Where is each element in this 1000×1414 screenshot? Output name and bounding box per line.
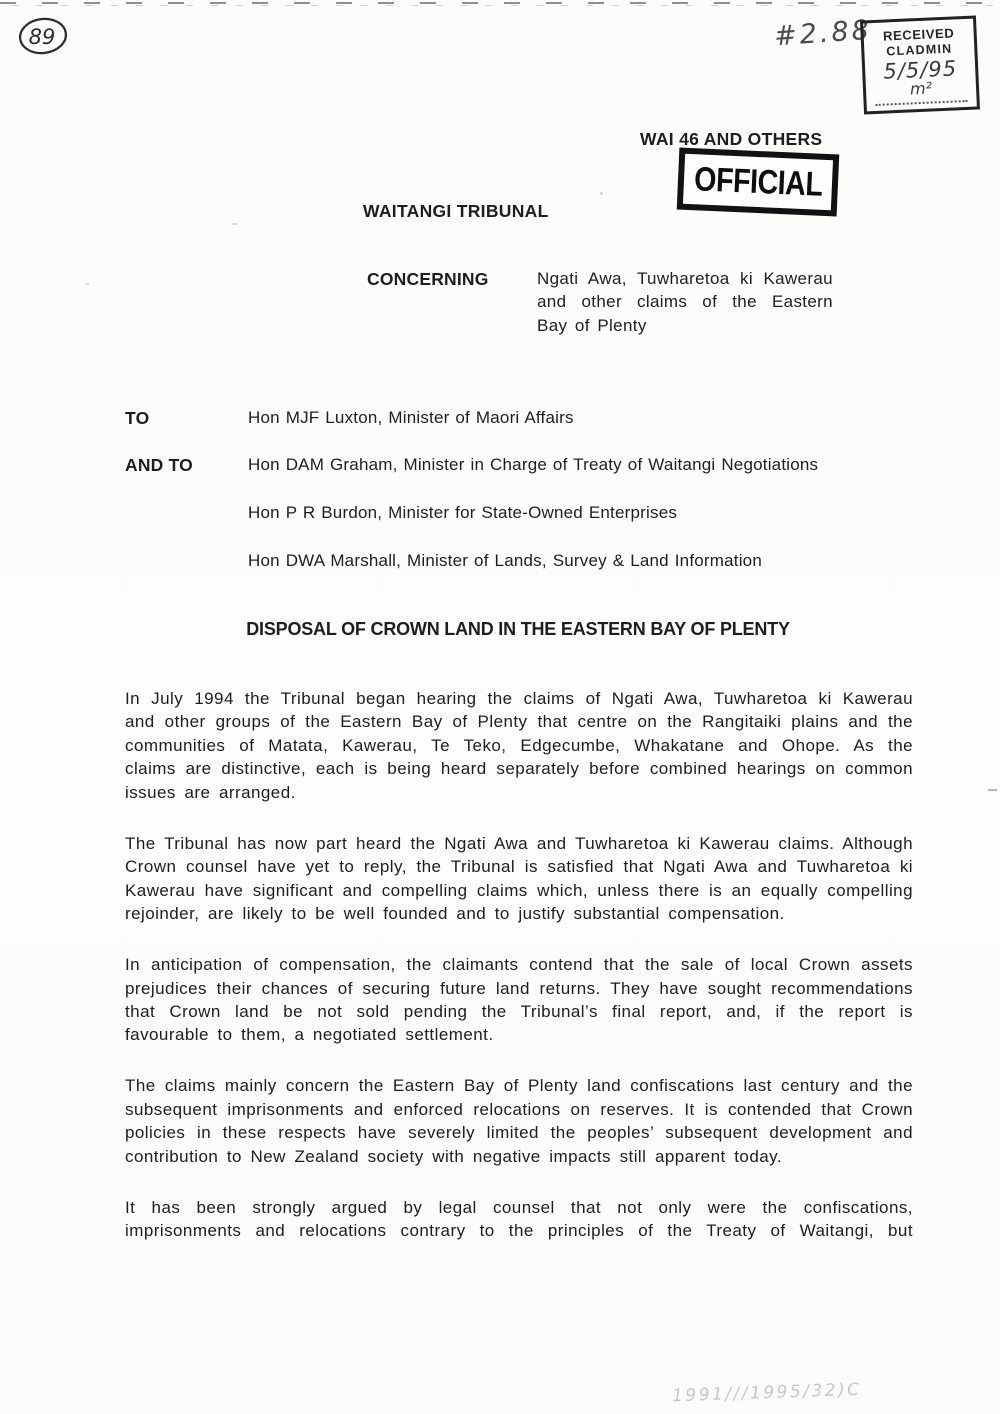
scan-speck — [988, 789, 997, 791]
received-stamp-initials-handwritten: m² — [909, 78, 933, 99]
addressee-name: Hon P R Burdon, Minister for State-Owned Enterprises — [248, 503, 678, 522]
addressee-name: Hon MJF Luxton, Minister of Maori Affairs — [248, 408, 574, 427]
received-stamp-office: CLADMIN — [886, 41, 953, 59]
paragraph: It has been strongly argued by legal counsel that not only were the confiscations, imprisonments and relocations contrary to the principles of the Treaty of Waitangi, but — [125, 1197, 913, 1241]
paragraph: In anticipation of compensation, the claimants contend that the sale of local Crown assets prejudices their chances of securing future land returns. They have sought recommendations that Crown land be not sold pending the Tribunal’s final report, and, if the report is favourable to them, a negotiated settlement. — [125, 955, 913, 1045]
addressee-name: Hon DWA Marshall, Minister of Lands, Survey & Land Information — [248, 551, 762, 570]
official-stamp — [677, 148, 840, 217]
addressee-label-to: TO — [125, 408, 150, 428]
concerning-text: Ngati Awa, Tuwharetoa ki Kawerau and other claims of the Eastern Bay of Plenty — [537, 269, 833, 335]
case-reference-heading: WAI 46 AND OTHERS — [640, 129, 823, 149]
document-title: DISPOSAL OF CROWN LAND IN THE EASTERN BAY OF PLENTY — [246, 619, 790, 639]
scan-edge-artifact — [0, 2, 1000, 7]
footer-pencil-note: 1991///1995/32)C — [671, 1379, 862, 1407]
handwritten-circled-number — [11, 13, 75, 63]
addressee-name: Hon DAM Graham, Minister in Charge of Treaty of Waitangi Negotiations — [248, 455, 819, 474]
received-stamp-dotted-line — [876, 100, 968, 106]
document-body — [125, 687, 913, 1270]
received-stamp — [860, 16, 980, 115]
paragraph: In July 1994 the Tribunal began hearing the claims of Ngati Awa, Tuwharetoa ki Kawerau and other groups of the Eastern Bay of Plenty that centre on the Rangitaiki plains and the communities of Matata, Kawerau, Te Teko, Edgecumbe, Whakatane and Ohope. As the claims are distinctive, each is being heard separately before combined hearings on common issues are arranged. — [125, 689, 913, 802]
scan-speck — [600, 192, 603, 195]
official-stamp-text: OFFICIAL — [693, 159, 823, 204]
received-stamp-title: RECEIVED — [882, 25, 955, 44]
tribunal-title: WAITANGI TRIBUNAL — [363, 201, 549, 221]
scan-speck — [86, 283, 89, 285]
paragraph: The claims mainly concern the Eastern Bay of Plenty land confiscations last century and the subsequent imprisonments and enforced relocations on reserves. It is contended that Crown policies in these respects have severely limited the peoples’ subsequent development and contribution to New Zealand society with negative impacts still apparent today. — [125, 1076, 913, 1166]
paragraph: The Tribunal has now part heard the Ngati Awa and Tuwharetoa ki Kawerau claims. Although Crown counsel have yet to reply, the Tribunal is satisfied that Ngati Awa and Tuwharetoa ki Kawerau have significant and compelling claims which, unless there is an equally compelling rejoinder, are likely to be well founded and to justify substantial compensation. — [125, 833, 913, 924]
circled-number-text: 89 — [28, 25, 56, 49]
concerning-label: CONCERNING — [367, 269, 489, 289]
addressee-label-and-to: AND TO — [125, 455, 193, 475]
scan-speck — [232, 223, 237, 225]
received-stamp-date-handwritten: 5/5/95 — [882, 56, 958, 84]
handwritten-exhibit-number: #2.88 — [773, 14, 873, 53]
